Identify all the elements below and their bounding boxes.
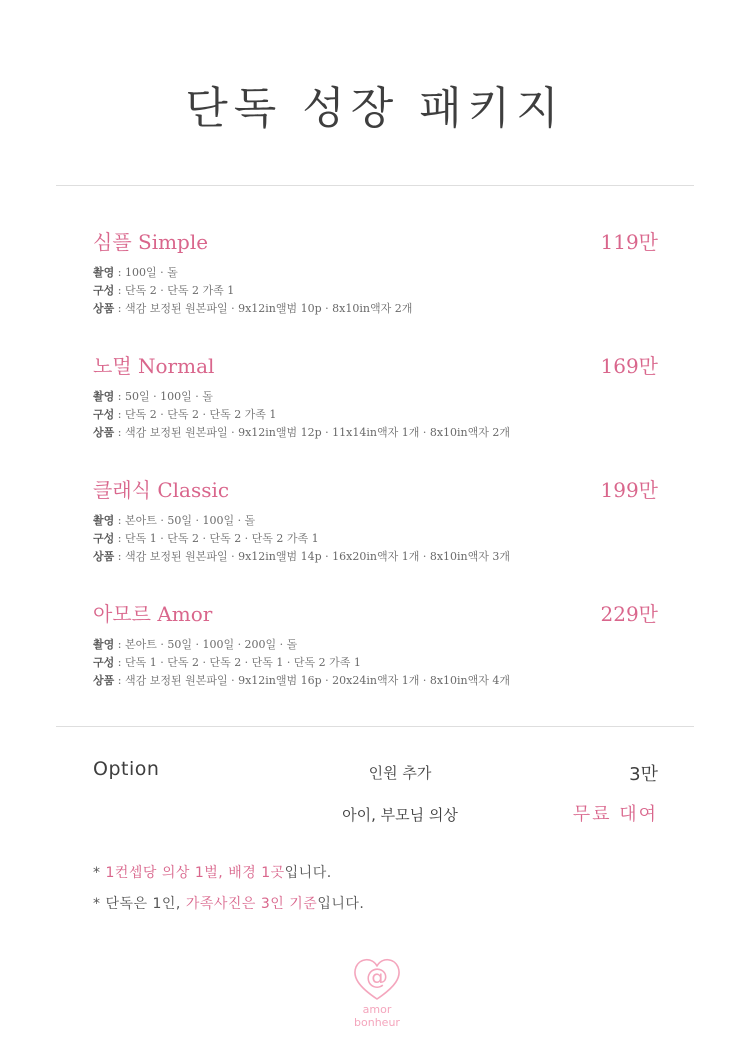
product-line [93,300,658,318]
product-label: 상품 [93,426,115,439]
top-divider [56,185,694,186]
package-name: 아모르 Amor [93,602,213,626]
separator: : [114,638,125,651]
page-title: 단독 성장 패키지 [185,83,565,134]
note-line [93,862,332,882]
composition-line [93,654,658,672]
shoot-label: 촬영 [93,390,115,403]
composition-line [93,406,658,424]
shoot-line [93,636,658,654]
option-row [280,762,658,792]
option-price: 무료 대여 [572,804,658,825]
composition-label: 구성 [93,284,115,297]
shoot-value: 50일 · 100일 · 돌 [124,390,213,403]
separator: : [114,656,125,669]
product-value: 색감 보정된 원본파일 · 9x12in앨범 14p · 16x20in액자 1개 · 8x10in액자 3개 [124,550,511,563]
option-name: 인원 추가 [368,764,432,782]
product-label: 상품 [93,550,115,563]
composition-value: 단독 2 · 단독 2 가족 1 [124,284,235,297]
composition-value: 단독 2 · 단독 2 · 단독 2 가족 1 [124,408,277,421]
package-price: 199만 [600,478,658,502]
shoot-line [93,264,658,282]
note-suffix: 입니다. [284,865,332,881]
option-row [280,802,658,832]
note-line [93,893,364,913]
shoot-value: 100일 · 돌 [124,266,178,279]
package-simple [93,226,658,318]
note-highlight: 가족사진은 3인 기준 [185,896,318,912]
composition-label: 구성 [93,532,115,545]
composition-value: 단독 1 · 단독 2 · 단독 2 · 단독 1 · 단독 2 가족 1 [124,656,361,669]
note-highlight: 1컨셉당 의상 1벌, 배경 1곳 [105,865,285,881]
shoot-label: 촬영 [93,266,115,279]
product-label: 상품 [93,302,115,315]
package-name: 클래식 Classic [93,478,230,502]
logo-line2: bonheur [354,1016,400,1029]
composition-line [93,282,658,300]
package-name: 심플 Simple [93,230,209,254]
separator: : [114,426,125,439]
svg-text:@: @ [366,965,388,990]
bottom-divider [56,726,694,727]
separator: : [114,266,125,279]
composition-line [93,530,658,548]
product-value: 색감 보정된 원본파일 · 9x12in앨범 12p · 11x14in액자 1개 · 8x10in액자 2개 [124,426,511,439]
note-suffix: 입니다. [317,896,365,912]
package-classic [93,474,658,566]
composition-label: 구성 [93,656,115,669]
package-price: 229만 [600,602,658,626]
product-value: 색감 보정된 원본파일 · 9x12in앨범 10p · 8x10in액자 2개 [124,302,413,315]
product-line [93,548,658,566]
shoot-line [93,512,658,530]
note-prefix: * [93,865,106,881]
shoot-label: 촬영 [93,514,115,527]
product-line [93,672,658,690]
shoot-label: 촬영 [93,638,115,651]
package-name: 노멀 Normal [93,354,215,378]
package-normal [93,350,658,442]
separator: : [114,408,125,421]
logo-line1: amor [362,1003,392,1016]
separator: : [114,390,125,403]
shoot-value: 본아트 · 50일 · 100일 · 200일 · 돌 [124,638,298,651]
heart-at-icon [345,950,409,1032]
option-label: Option [93,758,160,780]
separator: : [114,302,125,315]
separator: : [114,284,125,297]
composition-value: 단독 1 · 단독 2 · 단독 2 · 단독 2 가족 1 [124,532,319,545]
brand-logo [345,950,409,1032]
shoot-line [93,388,658,406]
option-price: 3만 [629,764,658,785]
separator: : [114,550,125,563]
package-price: 169만 [600,354,658,378]
composition-label: 구성 [93,408,115,421]
option-name: 아이, 부모님 의상 [342,806,458,824]
product-line [93,424,658,442]
product-label: 상품 [93,674,115,687]
separator: : [114,532,125,545]
product-value: 색감 보정된 원본파일 · 9x12in앨범 16p · 20x24in액자 1개 · 8x10in액자 4개 [124,674,511,687]
package-amor [93,598,658,690]
note-prefix: * 단독은 1인, [93,896,186,912]
package-price: 119만 [600,230,658,254]
separator: : [114,514,125,527]
shoot-value: 본아트 · 50일 · 100일 · 돌 [124,514,256,527]
separator: : [114,674,125,687]
